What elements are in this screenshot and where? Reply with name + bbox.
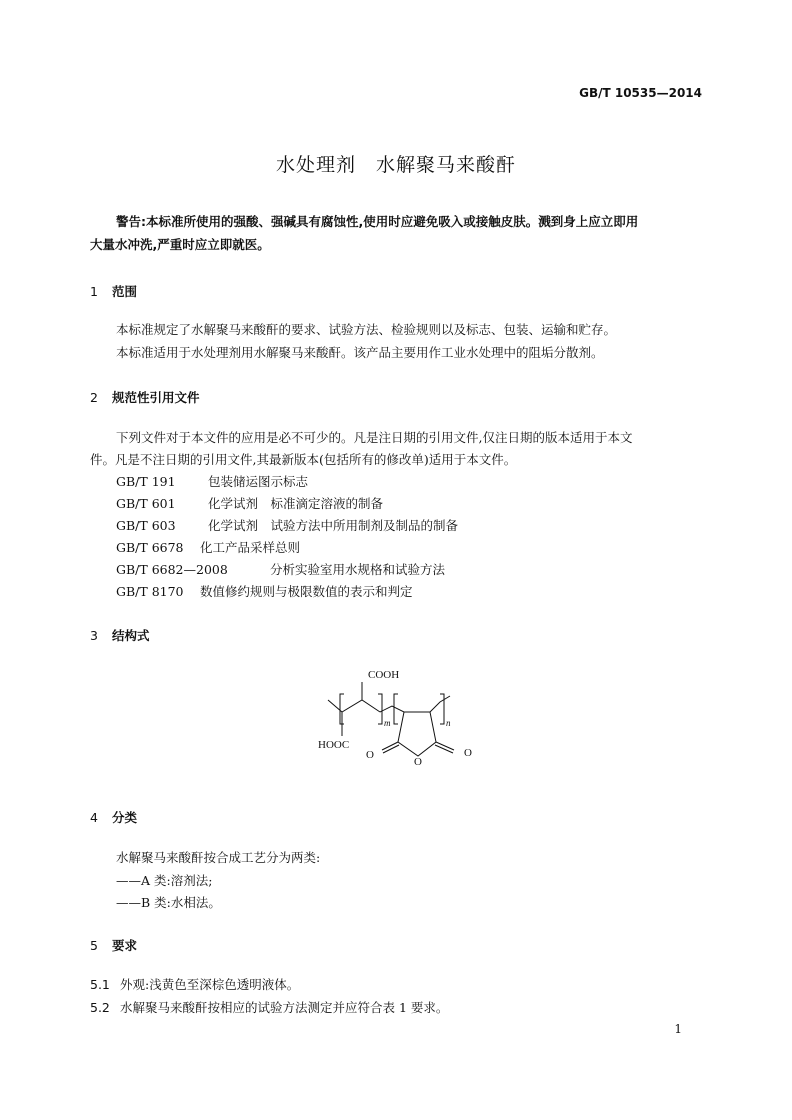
structural-formula bbox=[318, 666, 482, 766]
section-title: 范围 bbox=[112, 284, 138, 299]
reference-code: GB/T 601 bbox=[116, 496, 176, 511]
reference-name: 化工产品采样总则 bbox=[200, 540, 301, 555]
requirement-5-1 bbox=[90, 973, 299, 996]
item-number: 5.2 bbox=[90, 1000, 110, 1015]
reference-item bbox=[116, 470, 308, 493]
reference-code: GB/T 6678 bbox=[116, 540, 184, 555]
section-1-paragraph-1: 本标准规定了水解聚马来酸酐的要求、试验方法、检验规则以及标志、包装、运输和贮存。 bbox=[116, 322, 617, 337]
page-number: 1 bbox=[674, 1022, 682, 1036]
warning-line-1: 警告:本标准所使用的强酸、强碱具有腐蚀性,使用时应避免吸入或接触皮肤。溅到身上应立即用 bbox=[116, 214, 639, 229]
reference-code: GB/T 6682—2008 bbox=[116, 562, 228, 577]
carbonyl-o-left: O bbox=[366, 749, 374, 761]
section-number: 1 bbox=[90, 284, 98, 299]
reference-name: 化学试剂 标准滴定溶液的制备 bbox=[208, 496, 384, 511]
section-1-paragraph-2: 本标准适用于水处理剂用水解聚马来酸酐。该产品主要用作工业水处理中的阻垢分散剂。 bbox=[116, 345, 604, 360]
reference-code: GB/T 603 bbox=[116, 518, 176, 533]
section-number: 4 bbox=[90, 810, 98, 825]
reference-item bbox=[116, 536, 300, 559]
document-title: 水处理剂 水解聚马来酸酐 bbox=[275, 154, 516, 176]
reference-item bbox=[116, 514, 458, 537]
section-5-heading bbox=[90, 936, 137, 954]
section-title: 规范性引用文件 bbox=[112, 390, 200, 405]
subscript-m: m bbox=[384, 718, 391, 728]
reference-item bbox=[116, 558, 445, 581]
reference-name: 包装储运图示标志 bbox=[208, 474, 309, 489]
section-4-intro: 水解聚马来酸酐按合成工艺分为两类: bbox=[116, 850, 321, 865]
section-2-intro-line-1: 下列文件对于本文件的应用是必不可少的。凡是注日期的引用文件,仅注日期的版本适用于本文 bbox=[116, 430, 633, 445]
item-number: 5.1 bbox=[90, 977, 110, 992]
reference-name: 分析实验室用水规格和试验方法 bbox=[270, 562, 446, 577]
section-4-heading bbox=[90, 808, 137, 826]
ring-o: O bbox=[414, 756, 422, 766]
section-2-heading bbox=[90, 388, 200, 406]
reference-item bbox=[116, 580, 413, 603]
classification-item-b: ——B 类:水相法。 bbox=[116, 895, 221, 910]
cooh-top-label: COOH bbox=[368, 669, 400, 681]
section-1-heading bbox=[90, 282, 137, 300]
carbonyl-o-right: O bbox=[464, 747, 472, 759]
section-title: 结构式 bbox=[112, 628, 150, 643]
section-number: 2 bbox=[90, 390, 98, 405]
standard-code: GB/T 10535—2014 bbox=[579, 86, 702, 100]
reference-item bbox=[116, 492, 383, 515]
reference-name: 数值修约规则与极限数值的表示和判定 bbox=[200, 584, 413, 599]
subscript-n: n bbox=[446, 718, 451, 728]
section-3-heading bbox=[90, 626, 150, 644]
requirement-5-2 bbox=[90, 996, 448, 1019]
section-number: 3 bbox=[90, 628, 98, 643]
classification-item-a: ——A 类:溶剂法; bbox=[116, 873, 213, 888]
reference-name: 化学试剂 试验方法中所用制剂及制品的制备 bbox=[208, 518, 459, 533]
section-number: 5 bbox=[90, 938, 98, 953]
reference-code: GB/T 191 bbox=[116, 474, 176, 489]
section-title: 要求 bbox=[112, 938, 138, 953]
reference-code: GB/T 8170 bbox=[116, 584, 184, 599]
hooc-bottom-label: HOOC bbox=[318, 739, 350, 751]
warning-line-2: 大量水冲洗,严重时应立即就医。 bbox=[90, 237, 270, 252]
item-text: 水解聚马来酸酐按相应的试验方法测定并应符合表 1 要求。 bbox=[120, 1000, 449, 1015]
section-2-intro-line-2: 件。凡是不注日期的引用文件,其最新版本(包括所有的修改单)适用于本文件。 bbox=[90, 452, 517, 467]
item-text: 外观:浅黄色至深棕色透明液体。 bbox=[120, 977, 300, 992]
section-title: 分类 bbox=[112, 810, 138, 825]
